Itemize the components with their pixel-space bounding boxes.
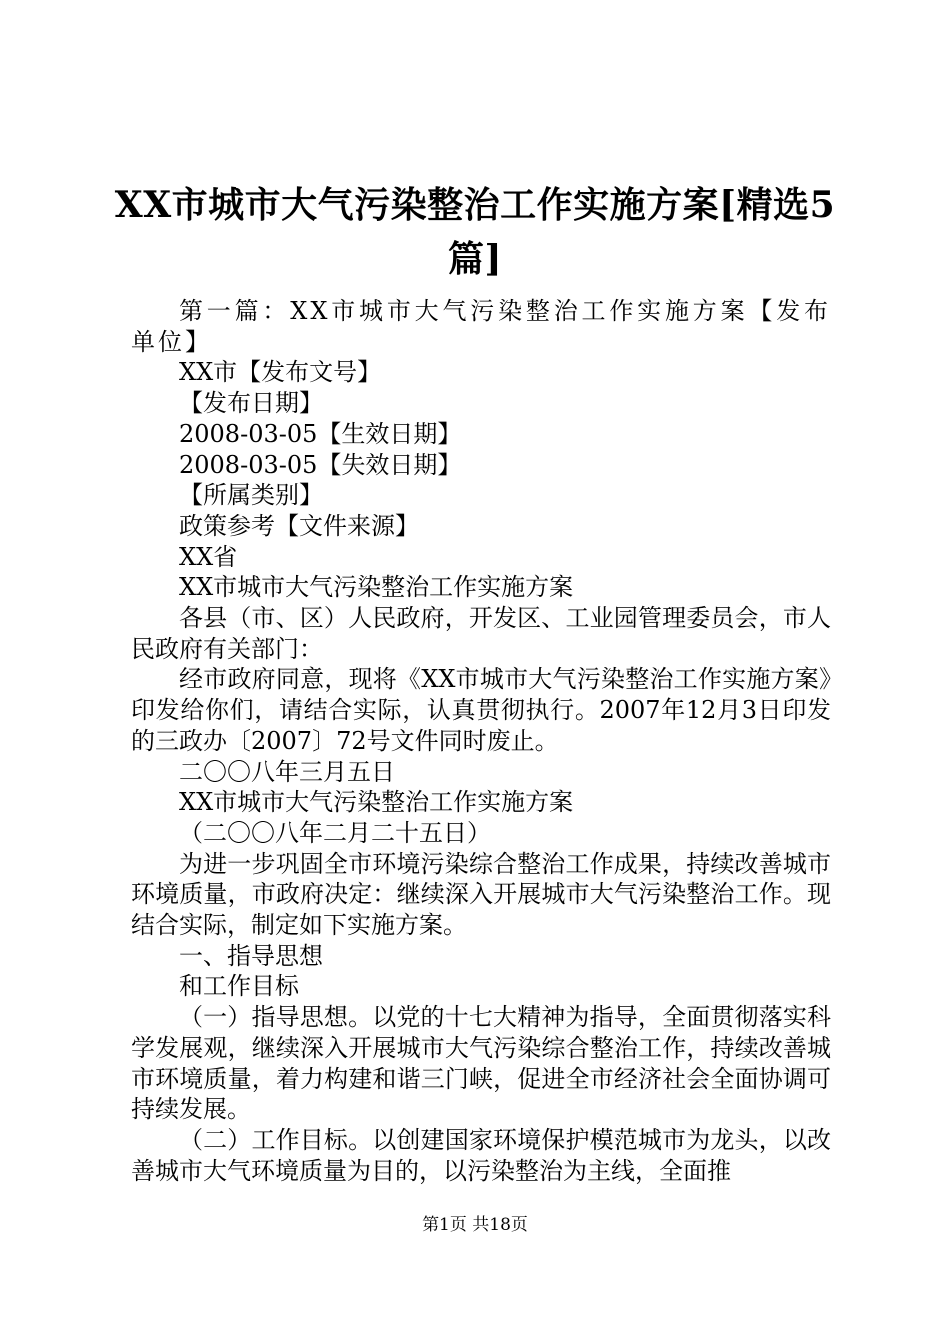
- paragraph-6: 【所属类别】: [179, 481, 323, 510]
- paragraph-19: （二）工作目标。以创建国家环境保护模范城市为龙头，以改善城市大气环境质量为目的，以污染整治为主线，全面推: [131, 1125, 831, 1185]
- paragraph-17: 和工作目标: [179, 972, 299, 1001]
- document-title-line-2: 篇]: [447, 238, 503, 280]
- paragraph-13: XX市城市大气污染整治工作实施方案: [179, 788, 574, 817]
- paragraph-8: XX省: [179, 542, 238, 571]
- page-footer: [0, 1214, 950, 1236]
- paragraph-7: 政策参考【文件来源】: [179, 511, 419, 540]
- paragraph-4: 2008-03-05【生效日期】: [179, 419, 462, 448]
- document-title: [110, 178, 840, 286]
- paragraph-12: 二〇〇八年三月五日: [179, 757, 395, 786]
- document-body: [131, 296, 831, 1186]
- paragraph-2: XX市【发布文号】: [179, 358, 382, 387]
- paragraph-9: XX市城市大气污染整治工作实施方案: [179, 573, 574, 602]
- paragraph-18: （一）指导思想。以党的十七大精神为指导，全面贯彻落实科学发展观，继续深入开展城市大气污染综合整治工作，持续改善城市环境质量，着力构建和谐三门峡，促进全市经济社会全面协调可持续发展。: [131, 1003, 831, 1124]
- paragraph-5: 2008-03-05【失效日期】: [179, 450, 462, 479]
- paragraph-10: 各县（市、区）人民政府，开发区、工业园管理委员会，市人民政府有关部门：: [131, 604, 831, 663]
- paragraph-11: 经市政府同意，现将《XX市城市大气污染整治工作实施方案》印发给你们，请结合实际，认真贯彻执行。2007年12月3日印发的三政办〔2007〕72号文件同时废止。: [131, 665, 831, 755]
- paragraph-16: 一、指导思想: [179, 941, 323, 970]
- paragraph-3: 【发布日期】: [179, 389, 323, 418]
- document-title-line-1: XX市城市大气污染整治工作实施方案[精选5: [114, 184, 836, 226]
- paragraph-1: 第一篇：XX市城市大气污染整治工作实施方案【发布单位】: [131, 297, 831, 356]
- paragraph-15: 为进一步巩固全市环境污染综合整治工作成果，持续改善城市环境质量，市政府决定：继续深入开展城市大气污染整治工作。现结合实际，制定如下实施方案。: [131, 849, 831, 940]
- paragraph-14: （二〇〇八年二月二十五日）: [179, 818, 491, 847]
- page-indicator: 第1页 共18页: [422, 1215, 528, 1235]
